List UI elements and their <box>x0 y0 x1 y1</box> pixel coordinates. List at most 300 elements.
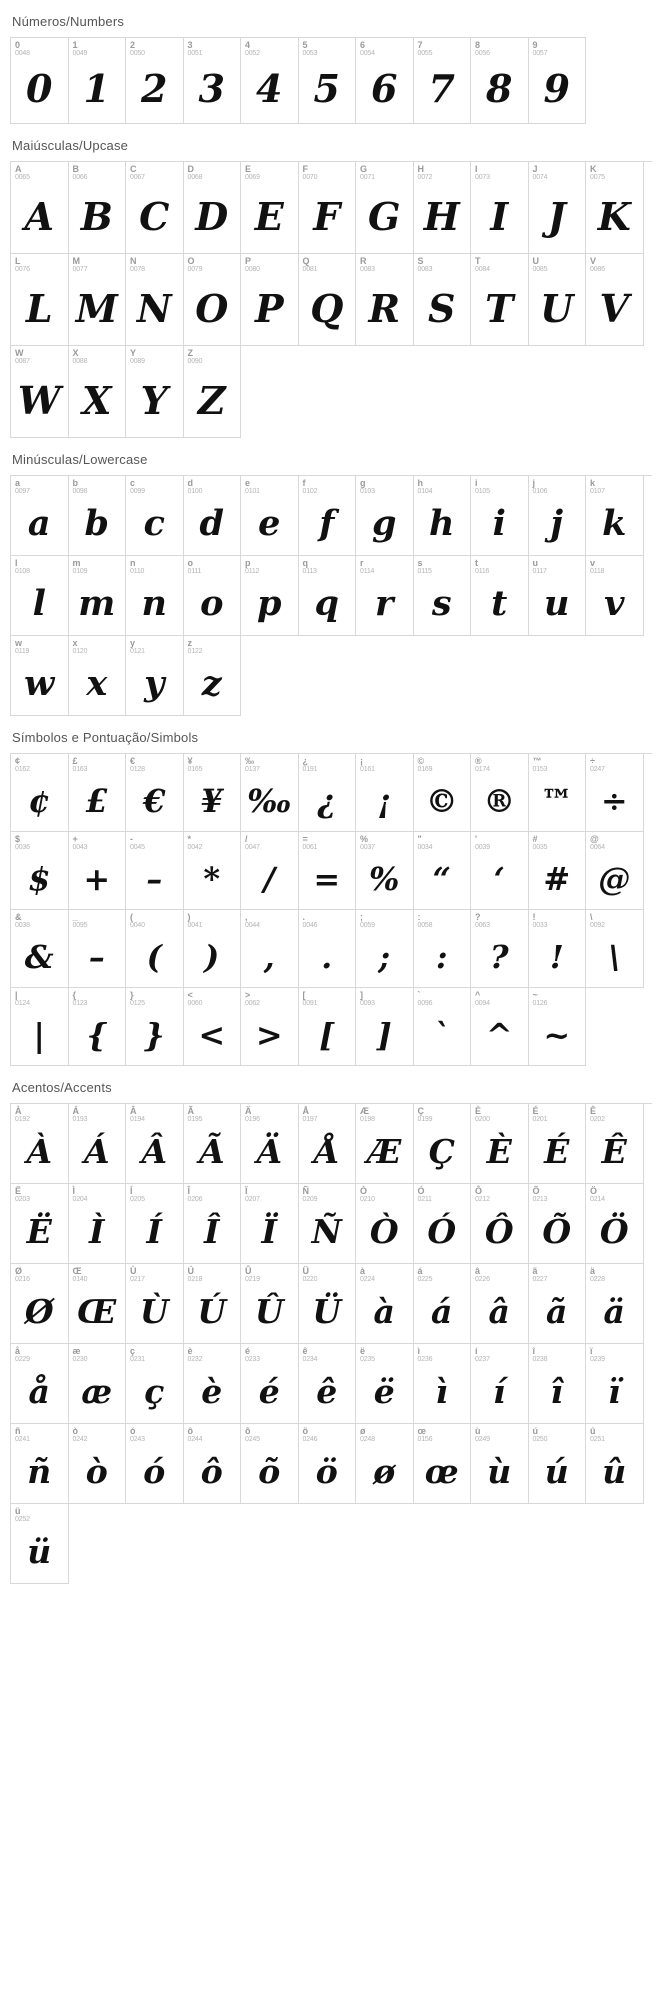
glyph-cell[interactable] <box>126 346 184 438</box>
glyph-cell[interactable] <box>11 556 69 636</box>
glyph-cell[interactable] <box>126 1344 184 1424</box>
glyph-char-label: 8 <box>475 40 481 50</box>
glyph-code-label: 0210 <box>360 1196 375 1203</box>
glyph-cell[interactable] <box>184 38 242 124</box>
glyph-cell[interactable] <box>241 1104 299 1184</box>
glyph-char-label: M <box>72 256 80 266</box>
glyph-cell[interactable] <box>241 832 299 910</box>
glyph-cell[interactable] <box>471 1104 529 1184</box>
glyph-cell[interactable] <box>241 988 299 1066</box>
glyph-cell[interactable] <box>184 476 242 556</box>
glyph-cell[interactable] <box>356 910 414 988</box>
glyph-cell[interactable] <box>69 1424 127 1504</box>
glyph-code-label: 0097 <box>15 488 30 495</box>
glyph-cell[interactable] <box>69 476 127 556</box>
glyph-cell[interactable] <box>11 754 69 832</box>
glyph-sample: Ï <box>261 1212 277 1251</box>
glyph-char-label: ö <box>302 1426 308 1436</box>
glyph-cell[interactable] <box>414 910 472 988</box>
glyph-cell[interactable] <box>11 1104 69 1184</box>
glyph-cell[interactable] <box>586 754 644 832</box>
glyph-sample: % <box>369 859 400 898</box>
glyph-cell[interactable] <box>471 38 529 124</box>
glyph-cell[interactable] <box>356 1264 414 1344</box>
glyph-cell[interactable] <box>69 346 127 438</box>
glyph-cell[interactable] <box>356 254 414 346</box>
glyph-code-label: 0086 <box>590 266 605 273</box>
glyph-cell[interactable] <box>299 1104 357 1184</box>
glyph-cell[interactable] <box>471 1344 529 1424</box>
glyph-cell[interactable] <box>69 910 127 988</box>
glyph-sample: r <box>375 583 394 624</box>
glyph-cell[interactable] <box>126 162 184 254</box>
glyph-sample: 1 <box>83 65 110 111</box>
glyph-cell[interactable] <box>241 1264 299 1344</box>
glyph-sample: Ì <box>89 1212 105 1251</box>
glyph-char-label: % <box>360 834 369 844</box>
glyph-sample: z <box>201 663 222 704</box>
glyph-code-label: 0128 <box>130 766 145 773</box>
glyph-cell[interactable] <box>11 162 69 254</box>
glyph-sample: 8 <box>486 65 513 111</box>
glyph-cell[interactable] <box>529 754 587 832</box>
glyph-cell[interactable] <box>126 832 184 910</box>
glyph-cell[interactable] <box>529 910 587 988</box>
glyph-code-label: 0235 <box>360 1356 375 1363</box>
glyph-cell[interactable] <box>11 1344 69 1424</box>
glyph-char-label: S <box>417 256 424 266</box>
glyph-cell[interactable] <box>356 1104 414 1184</box>
glyph-cell[interactable] <box>241 162 299 254</box>
glyph-sample: / <box>263 859 276 898</box>
glyph-cell[interactable] <box>241 556 299 636</box>
glyph-code-label: 0218 <box>187 1276 203 1283</box>
glyph-cell[interactable] <box>529 556 587 636</box>
glyph-sample: R <box>368 285 401 331</box>
glyph-cell[interactable] <box>69 1344 127 1424</box>
glyph-code-label: 0205 <box>130 1196 145 1203</box>
glyph-code-label: 0039 <box>475 844 490 851</box>
glyph-char-label: ô <box>187 1426 193 1436</box>
glyph-cell[interactable] <box>586 1424 644 1504</box>
glyph-cell[interactable] <box>11 832 69 910</box>
glyph-char-label: ( <box>130 912 133 922</box>
glyph-char-label: N <box>130 256 137 266</box>
glyph-cell[interactable] <box>184 636 242 716</box>
glyph-code-label: 0163 <box>72 766 88 773</box>
glyph-sample: ‰ <box>247 781 292 820</box>
glyph-cell[interactable] <box>241 38 299 124</box>
glyph-sample: å <box>28 1372 50 1411</box>
glyph-cell[interactable] <box>471 1184 529 1264</box>
glyph-cell[interactable] <box>356 832 414 910</box>
glyph-sample: f <box>319 503 335 544</box>
glyph-sample: Ñ <box>311 1212 342 1251</box>
glyph-char-label: . <box>302 912 306 922</box>
glyph-code-label: 0084 <box>475 266 490 273</box>
glyph-sample: 9 <box>543 65 570 111</box>
glyph-cell[interactable] <box>356 162 414 254</box>
glyph-cell[interactable] <box>299 832 357 910</box>
glyph-code-label: 0249 <box>475 1436 490 1443</box>
glyph-char-label: w <box>15 638 23 648</box>
glyph-char-label: å <box>15 1346 21 1356</box>
glyph-char-label: ¥ <box>187 756 193 766</box>
glyph-cell[interactable] <box>471 1264 529 1344</box>
glyph-cell[interactable] <box>586 556 644 636</box>
glyph-section <box>10 452 651 716</box>
glyph-code-label: 0209 <box>302 1196 318 1203</box>
glyph-cell[interactable] <box>529 162 587 254</box>
glyph-char-label: r <box>360 558 364 568</box>
glyph-sample: > <box>255 1015 283 1054</box>
glyph-cell[interactable] <box>414 1264 472 1344</box>
glyph-cell[interactable] <box>299 1344 357 1424</box>
glyph-cell[interactable] <box>69 162 127 254</box>
glyph-sample: o <box>200 583 224 624</box>
glyph-cell[interactable] <box>11 1264 69 1344</box>
glyph-char-label: Ø <box>15 1266 23 1276</box>
glyph-char-label: d <box>187 478 193 488</box>
glyph-char-label: Z <box>187 348 193 358</box>
glyph-cell[interactable] <box>356 1424 414 1504</box>
glyph-cell[interactable] <box>471 1424 529 1504</box>
glyph-code-label: 0109 <box>72 568 88 575</box>
glyph-cell[interactable] <box>586 476 644 556</box>
glyph-char-label: ¢ <box>15 756 21 766</box>
glyph-cell[interactable] <box>471 832 529 910</box>
glyph-sample: 0 <box>26 65 53 111</box>
glyph-sample: © <box>425 781 458 820</box>
glyph-code-label: 0234 <box>302 1356 318 1363</box>
glyph-cell[interactable] <box>11 38 69 124</box>
glyph-code-label: 0107 <box>590 488 605 495</box>
glyph-sample: + <box>83 859 111 898</box>
glyph-cell[interactable] <box>184 754 242 832</box>
glyph-char-label: ? <box>475 912 481 922</box>
glyph-cell[interactable] <box>241 1424 299 1504</box>
glyph-cell[interactable] <box>299 162 357 254</box>
glyph-cell[interactable] <box>356 476 414 556</box>
glyph-cell[interactable] <box>356 556 414 636</box>
glyph-cell[interactable] <box>529 1104 587 1184</box>
glyph-cell[interactable] <box>11 636 69 716</box>
glyph-cell[interactable] <box>414 162 472 254</box>
glyph-cell[interactable] <box>69 1104 127 1184</box>
glyph-char-label: @ <box>590 834 599 844</box>
section-title: Minúsculas/Lowercase <box>12 452 148 467</box>
glyph-cell[interactable] <box>184 1424 242 1504</box>
glyph-cell[interactable] <box>529 254 587 346</box>
glyph-sample: Ô <box>484 1212 514 1251</box>
glyph-cell[interactable] <box>414 832 472 910</box>
glyph-char-label: 6 <box>360 40 366 50</box>
glyph-cell[interactable] <box>529 1344 587 1424</box>
glyph-code-label: 0199 <box>417 1116 433 1123</box>
glyph-cell[interactable] <box>184 254 242 346</box>
glyph-code-label: 0069 <box>245 174 260 181</box>
glyph-cell[interactable] <box>126 754 184 832</box>
glyph-char-label: g <box>360 478 366 488</box>
glyph-cell[interactable] <box>586 1184 644 1264</box>
glyph-cell[interactable] <box>241 1344 299 1424</box>
glyph-cell[interactable] <box>414 476 472 556</box>
glyph-cell[interactable] <box>414 556 472 636</box>
glyph-code-label: 0058 <box>417 922 433 929</box>
glyph-cell[interactable] <box>184 910 242 988</box>
glyph-cell[interactable] <box>299 556 357 636</box>
glyph-char-label: á <box>417 1266 423 1276</box>
glyph-cell[interactable] <box>414 1344 472 1424</box>
glyph-cell[interactable] <box>356 1344 414 1424</box>
glyph-code-label: 0224 <box>360 1276 375 1283</box>
glyph-cell[interactable] <box>299 254 357 346</box>
glyph-cell[interactable] <box>529 832 587 910</box>
glyph-cell[interactable] <box>69 1264 127 1344</box>
glyph-code-label: 0105 <box>475 488 490 495</box>
glyph-cell[interactable] <box>69 754 127 832</box>
glyph-cell[interactable] <box>299 1264 357 1344</box>
glyph-sample: œ <box>424 1452 459 1491</box>
glyph-sample: Á <box>83 1132 110 1171</box>
glyph-code-label: 0044 <box>245 922 260 929</box>
glyph-sample: K <box>597 193 631 239</box>
glyph-cell[interactable] <box>11 1184 69 1264</box>
glyph-cell[interactable] <box>126 910 184 988</box>
glyph-cell[interactable] <box>11 254 69 346</box>
glyph-cell[interactable] <box>299 910 357 988</box>
glyph-char-label: Ç <box>417 1106 424 1116</box>
glyph-cell[interactable] <box>586 910 644 988</box>
glyph-sample: Ç <box>428 1132 455 1171</box>
glyph-code-label: 0169 <box>417 766 433 773</box>
glyph-char-label: q <box>302 558 308 568</box>
glyph-cell[interactable] <box>471 988 529 1066</box>
glyph-cell[interactable] <box>11 910 69 988</box>
glyph-cell[interactable] <box>69 556 127 636</box>
glyph-cell[interactable] <box>184 988 242 1066</box>
glyph-code-label: 0248 <box>360 1436 375 1443</box>
glyph-cell[interactable] <box>356 754 414 832</box>
glyph-code-label: 0122 <box>187 648 203 655</box>
glyph-sample: W <box>17 377 61 423</box>
glyph-cell[interactable] <box>471 162 529 254</box>
glyph-char-label: Õ <box>532 1186 540 1196</box>
glyph-cell[interactable] <box>11 1424 69 1504</box>
glyph-cell[interactable] <box>11 476 69 556</box>
glyph-cell[interactable] <box>299 476 357 556</box>
glyph-cell[interactable] <box>126 38 184 124</box>
glyph-cell[interactable] <box>586 162 644 254</box>
glyph-cell[interactable] <box>11 988 69 1066</box>
glyph-cell[interactable] <box>356 1184 414 1264</box>
glyph-cell[interactable] <box>471 910 529 988</box>
glyph-code-label: 0250 <box>532 1436 548 1443</box>
glyph-grid <box>10 37 586 124</box>
glyph-cell[interactable] <box>586 832 644 910</box>
glyph-cell[interactable] <box>471 476 529 556</box>
glyph-cell[interactable] <box>11 346 69 438</box>
glyph-cell[interactable] <box>586 1344 644 1424</box>
glyph-code-label: 0085 <box>532 266 548 273</box>
glyph-cell[interactable] <box>184 1184 242 1264</box>
glyph-cell[interactable] <box>184 162 242 254</box>
glyph-cell[interactable] <box>241 254 299 346</box>
glyph-sample: # <box>543 859 571 898</box>
glyph-code-label: 0075 <box>590 174 605 181</box>
glyph-sample: á <box>431 1292 453 1331</box>
glyph-code-label: 0226 <box>475 1276 490 1283</box>
glyph-cell[interactable] <box>11 1504 69 1584</box>
glyph-sample: Î <box>204 1212 220 1251</box>
glyph-sample: – <box>88 937 105 976</box>
glyph-cell[interactable] <box>126 1104 184 1184</box>
glyph-sample: A <box>24 193 54 239</box>
glyph-char-label: : <box>417 912 421 922</box>
glyph-sample: e <box>258 503 281 544</box>
glyph-cell[interactable] <box>126 636 184 716</box>
glyph-sample: – <box>146 859 163 898</box>
glyph-cell[interactable] <box>586 1264 644 1344</box>
glyph-cell[interactable] <box>471 754 529 832</box>
glyph-cell[interactable] <box>69 38 127 124</box>
glyph-char-label: # <box>532 834 538 844</box>
glyph-cell[interactable] <box>414 754 472 832</box>
glyph-cell[interactable] <box>69 832 127 910</box>
glyph-cell[interactable] <box>126 556 184 636</box>
glyph-cell[interactable] <box>529 1264 587 1344</box>
glyph-char-label: Ñ <box>302 1186 309 1196</box>
glyph-cell[interactable] <box>529 476 587 556</box>
glyph-cell[interactable] <box>184 556 242 636</box>
glyph-cell[interactable] <box>69 636 127 716</box>
glyph-cell[interactable] <box>241 754 299 832</box>
glyph-cell[interactable] <box>126 1184 184 1264</box>
glyph-cell[interactable] <box>529 1184 587 1264</box>
glyph-cell[interactable] <box>241 476 299 556</box>
glyph-cell[interactable] <box>69 988 127 1066</box>
glyph-cell[interactable] <box>241 910 299 988</box>
glyph-code-label: 0214 <box>590 1196 605 1203</box>
glyph-char-label: b <box>72 478 78 488</box>
glyph-code-label: 0120 <box>72 648 88 655</box>
glyph-char-label: u <box>532 558 538 568</box>
glyph-char-label: Å <box>302 1106 309 1116</box>
glyph-code-label: 0065 <box>15 174 30 181</box>
glyph-cell[interactable] <box>414 38 472 124</box>
glyph-cell[interactable] <box>586 254 644 346</box>
glyph-cell[interactable] <box>241 1184 299 1264</box>
glyph-cell[interactable] <box>69 1184 127 1264</box>
glyph-sample: à <box>373 1292 395 1331</box>
glyph-cell[interactable] <box>299 1424 357 1504</box>
glyph-cell[interactable] <box>414 1104 472 1184</box>
glyph-sample: ë <box>373 1372 395 1411</box>
glyph-cell[interactable] <box>356 38 414 124</box>
glyph-char-label: ¿ <box>302 756 308 766</box>
glyph-code-label: 0123 <box>72 1000 88 1007</box>
glyph-char-label: Í <box>130 1186 133 1196</box>
glyph-char-label: À <box>15 1106 22 1116</box>
glyph-char-label: I <box>475 164 478 174</box>
glyph-cell[interactable] <box>529 1424 587 1504</box>
glyph-cell[interactable] <box>299 1184 357 1264</box>
glyph-char-label: û <box>590 1426 596 1436</box>
glyph-code-label: 0051 <box>187 50 203 57</box>
glyph-sample: ò <box>85 1452 108 1491</box>
glyph-char-label: Ê <box>590 1106 597 1116</box>
section-title: Maiúsculas/Upcase <box>12 138 129 153</box>
glyph-sample: Ò <box>369 1212 399 1251</box>
glyph-code-label: 0220 <box>302 1276 318 1283</box>
glyph-cell[interactable] <box>471 254 529 346</box>
glyph-sample: ã <box>546 1292 568 1331</box>
glyph-char-label: z <box>187 638 192 648</box>
glyph-cell[interactable] <box>299 754 357 832</box>
glyph-sample: ? <box>489 937 509 976</box>
glyph-char-label: 7 <box>417 40 423 50</box>
glyph-cell[interactable] <box>126 254 184 346</box>
glyph-char-label: ] <box>360 990 363 1000</box>
glyph-char-label: < <box>187 990 193 1000</box>
glyph-sample: C <box>139 193 170 239</box>
glyph-char-label: Ö <box>590 1186 598 1196</box>
glyph-cell[interactable] <box>184 346 242 438</box>
glyph-code-label: 0087 <box>15 358 30 365</box>
glyph-cell[interactable] <box>126 476 184 556</box>
glyph-sample: ~ <box>543 1015 571 1054</box>
glyph-cell[interactable] <box>184 1344 242 1424</box>
glyph-code-label: 0096 <box>417 1000 433 1007</box>
glyph-sample: ® <box>483 781 516 820</box>
glyph-sample: < <box>198 1015 226 1054</box>
glyph-cell[interactable] <box>126 988 184 1066</box>
glyph-cell[interactable] <box>414 1184 472 1264</box>
glyph-sample: i <box>492 503 506 544</box>
glyph-cell[interactable] <box>299 988 357 1066</box>
glyph-sample: ) <box>204 937 220 976</box>
glyph-cell[interactable] <box>69 254 127 346</box>
glyph-char-label: a <box>15 478 21 488</box>
glyph-char-label: D <box>187 164 194 174</box>
glyph-cell[interactable] <box>414 254 472 346</box>
glyph-char-label: s <box>417 558 423 568</box>
glyph-cell[interactable] <box>126 1264 184 1344</box>
glyph-char-label: + <box>72 834 78 844</box>
glyph-char-label: A <box>15 164 22 174</box>
glyph-cell[interactable] <box>184 832 242 910</box>
glyph-cell[interactable] <box>299 38 357 124</box>
glyph-char-label: V <box>590 256 597 266</box>
glyph-char-label: G <box>360 164 368 174</box>
glyph-char-label: é <box>245 1346 251 1356</box>
glyph-cell[interactable] <box>471 556 529 636</box>
glyph-cell[interactable] <box>529 988 587 1066</box>
section-title: Acentos/Accents <box>12 1080 112 1095</box>
glyph-cell[interactable] <box>586 1104 644 1184</box>
glyph-code-label: 0203 <box>15 1196 30 1203</box>
glyph-cell[interactable] <box>414 1424 472 1504</box>
glyph-sample: O <box>195 285 229 331</box>
glyph-cell[interactable] <box>529 38 587 124</box>
glyph-cell[interactable] <box>184 1264 242 1344</box>
glyph-sample: G <box>368 193 401 239</box>
glyph-cell[interactable] <box>414 988 472 1066</box>
glyph-cell[interactable] <box>356 988 414 1066</box>
glyph-cell[interactable] <box>126 1424 184 1504</box>
glyph-sample: v <box>604 583 625 624</box>
glyph-cell[interactable] <box>184 1104 242 1184</box>
